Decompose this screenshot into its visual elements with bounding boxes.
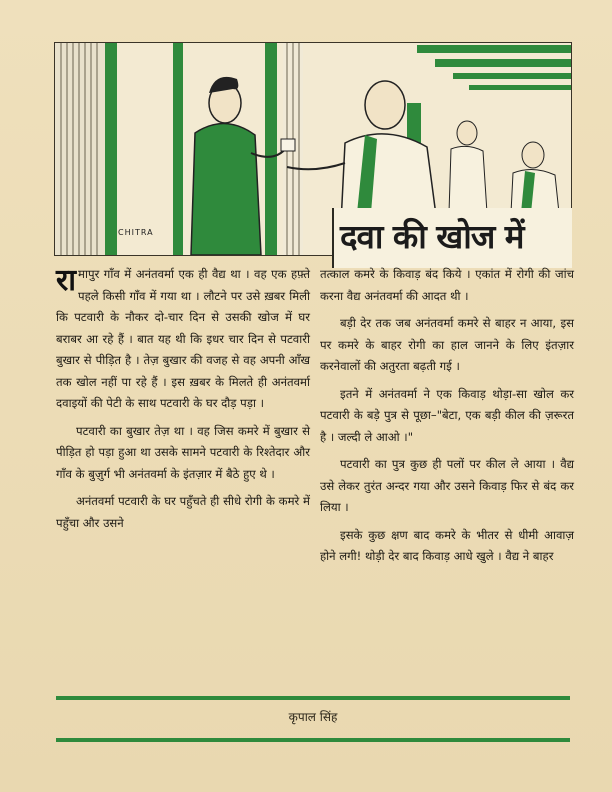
- drop-cap: रा: [56, 263, 77, 298]
- story-title: दवा की खोज में: [340, 217, 524, 256]
- paragraph: इसके कुछ क्षण बाद कमरे के भीतर से धीमी आवाज़ होने लगी! थोड़ी देर बाद किवाड़ आधे खुले । वैद्य ने बाहर: [320, 527, 574, 563]
- left-text-column: [56, 264, 310, 540]
- paragraph: बड़ी देर तक जब अनंतवर्मा कमरे से बाहर न आया, इस पर कमरे के बाहर रोगी का हाल जानने के लिए इंतज़ार करनेवालों की अतुरता बढ़ती गई ।: [320, 316, 574, 373]
- footer-rule-bottom: [56, 738, 570, 742]
- paragraph: पटवारी का पुत्र कुछ ही पलों पर कील ले आया । वैद्य उसे लेकर तुरंत अन्दर गया और उसने किवाड़ फिर से बंद कर लिया ।: [320, 457, 574, 514]
- paragraph: पटवारी का बुखार तेज़ था । वह जिस कमरे में बुखार से पीड़ित हो पड़ा हुआ था उसके सामने पटवारी के रिश्तेदार और गाँव के बुज़ुर्ग भी अनंतवर्मा के इंतज़ार में बैठे हुए थे ।: [56, 423, 310, 481]
- paragraph: [56, 264, 310, 415]
- footer-rule-top: [56, 696, 570, 700]
- paragraph: तत्काल कमरे के किवाड़ बंद किये । एकांत में रोगी की जांच करना वैद्य अनंतवर्मा की आदत थी ।: [320, 267, 574, 303]
- paragraph: अनंतवर्मा पटवारी के घर पहुँचते ही सीधे रोगी के कमरे में पहुँचा और उसने: [56, 494, 310, 530]
- paragraph-text: मापुर गाँव में अनंतवर्मा एक ही वैद्य था । वह एक हफ़्ते पहले किसी गाँव में गया था । लौटने पर उसे ख़बर मिली कि पटवारी के नौकर दो-चार दिन से उसकी खोज में घर बराबर आ रहे हैं । बात यह थी कि इधर चार दिन से पटवारी बुखार से पीड़ित है । तेज़ बुखार की वजह से वह अपनी आँख तक खोल नहीं पा रहे हैं । इस ख़बर के मिलते ही अनंतवर्मा दवाइयों की पेटी के साथ पटवारी के घर दौड़ पड़ा ।: [56, 267, 310, 410]
- right-text-column: [320, 264, 574, 574]
- paragraph: इतने में अनंतवर्मा ने एक किवाड़ थोड़ा-सा खोल कर पटवारी के बड़े पुत्र से पूछा–"बेटा, एक बड़ी कील की ज़रूरत है । जल्दी ले आओ ।": [320, 386, 574, 444]
- author-credit: कृपाल सिंह: [288, 710, 338, 724]
- illustrator-signature: CHITRA: [118, 228, 154, 237]
